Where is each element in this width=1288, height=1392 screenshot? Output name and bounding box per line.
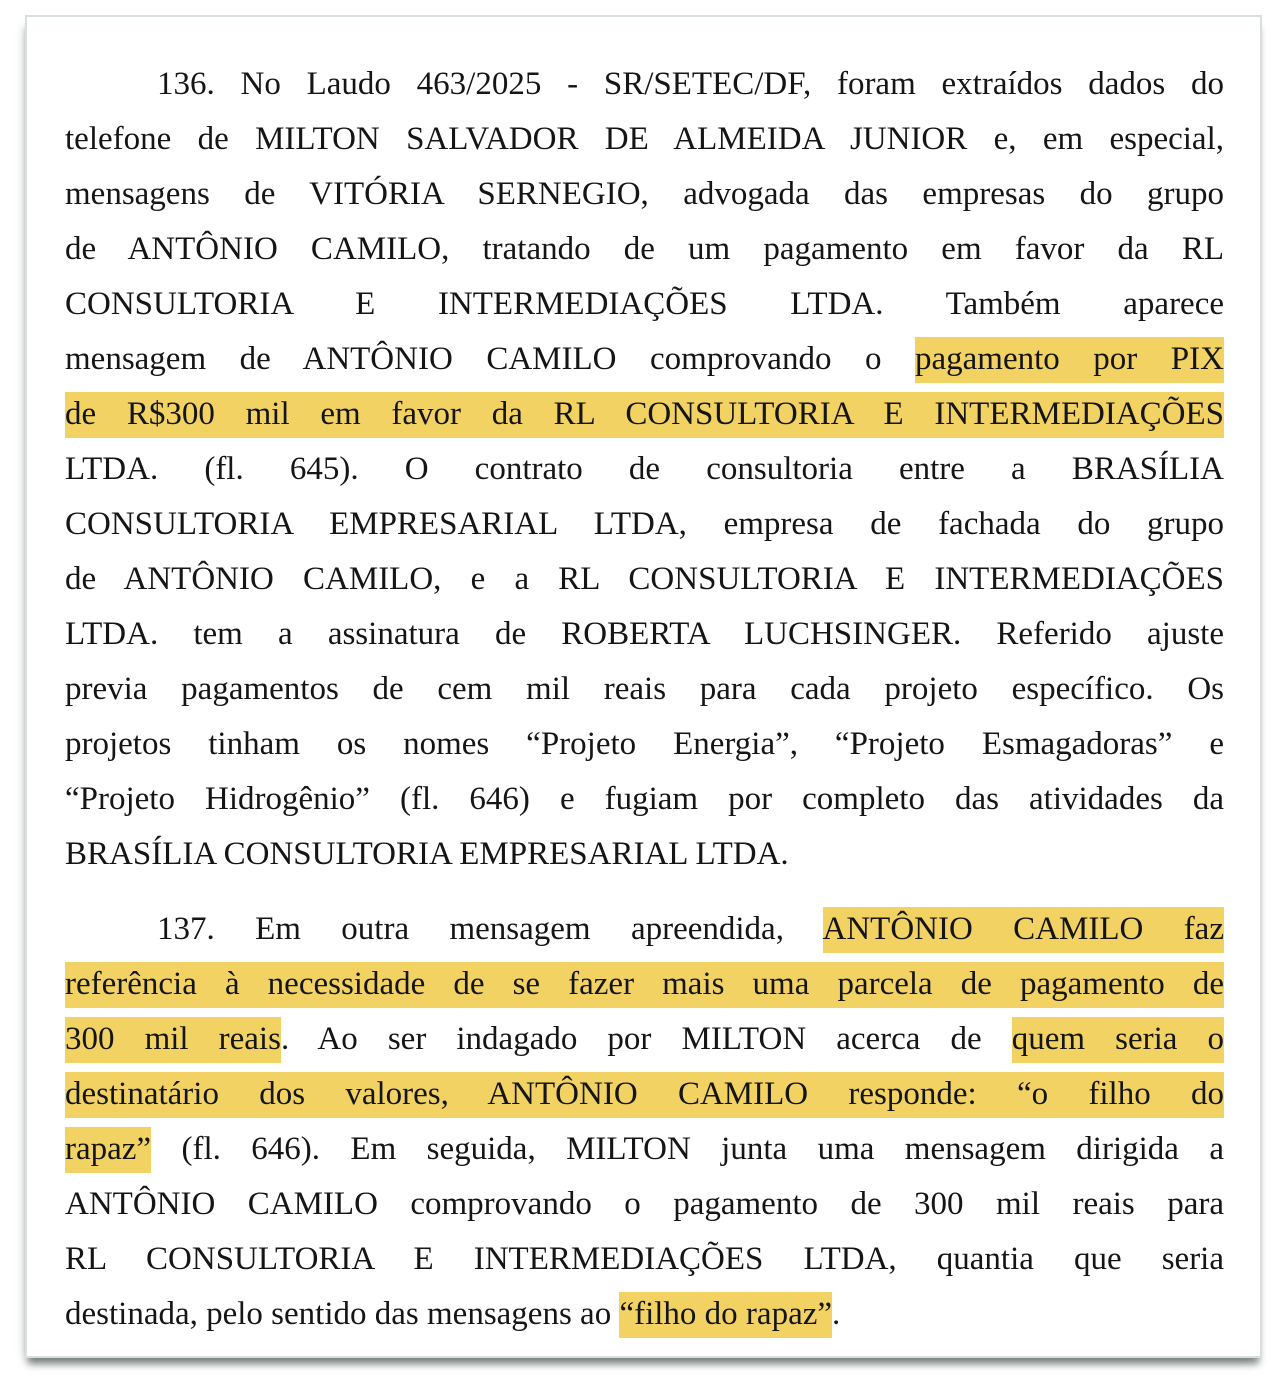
- text-line: [65, 827, 1224, 882]
- text-line: [65, 772, 1224, 827]
- text-line: [65, 112, 1224, 167]
- text-run: . Ao ser indagado por MILTON acerca de: [280, 1021, 1012, 1057]
- text-line: [65, 662, 1224, 717]
- highlighted-text: 300 mil reais: [65, 1017, 281, 1063]
- text-line: [65, 957, 1224, 1012]
- text-line: [65, 277, 1224, 332]
- highlighted-text: referência à necessidade de se fazer mais uma parcela de pagamento de: [65, 962, 1224, 1008]
- highlighted-text: “filho do rapaz”: [619, 1292, 832, 1338]
- text-run: telefone de MILTON SALVADOR DE ALMEIDA JUNIOR e, em especial,: [65, 121, 1224, 157]
- text-line: [65, 167, 1224, 222]
- document-content: [65, 57, 1224, 1342]
- text-line: [65, 1067, 1224, 1122]
- text-line: [65, 387, 1224, 442]
- highlighted-text: rapaz”: [65, 1127, 151, 1173]
- text-line: [65, 1122, 1224, 1177]
- highlighted-text: pagamento por PIX: [915, 337, 1224, 383]
- paragraph: [65, 57, 1224, 882]
- text-run: de ANTÔNIO CAMILO, e a RL CONSULTORIA E INTERMEDIAÇÕES: [65, 561, 1224, 597]
- highlighted-text: quem seria o: [1012, 1017, 1224, 1063]
- text-line: [65, 442, 1224, 497]
- text-line: [65, 222, 1224, 277]
- text-line: [65, 717, 1224, 772]
- highlighted-text: ANTÔNIO CAMILO faz: [823, 907, 1224, 953]
- paragraph: [65, 902, 1224, 1342]
- text-run: (fl. 646). Em seguida, MILTON junta uma mensagem dirigida a: [151, 1131, 1224, 1167]
- text-run: mensagem de ANTÔNIO CAMILO comprovando o: [65, 341, 915, 377]
- highlighted-text: de R$300 mil em favor da RL CONSULTORIA E INTERMEDIAÇÕES: [65, 392, 1224, 438]
- text-line: [65, 1177, 1224, 1232]
- text-line: [65, 497, 1224, 552]
- text-run: CONSULTORIA E INTERMEDIAÇÕES LTDA. Também aparece: [65, 286, 1224, 322]
- text-line: [65, 1287, 1224, 1342]
- document-page: [25, 15, 1262, 1358]
- text-run: destinada, pelo sentido das mensagens ao: [65, 1296, 620, 1332]
- highlighted-text: destinatário dos valores, ANTÔNIO CAMILO responde: “o filho do: [65, 1072, 1224, 1118]
- text-run: .: [832, 1296, 841, 1332]
- text-run: RL CONSULTORIA E INTERMEDIAÇÕES LTDA, quantia que seria: [65, 1241, 1224, 1277]
- text-line: [65, 1012, 1224, 1067]
- text-line: [65, 57, 1224, 112]
- text-run: projetos tinham os nomes “Projeto Energia”, “Projeto Esmagadoras” e: [65, 726, 1224, 762]
- text-line: [65, 332, 1224, 387]
- text-run: CONSULTORIA EMPRESARIAL LTDA, empresa de fachada do grupo: [65, 506, 1224, 542]
- text-run: BRASÍLIA CONSULTORIA EMPRESARIAL LTDA.: [65, 836, 789, 872]
- text-run: LTDA. (fl. 645). O contrato de consultoria entre a BRASÍLIA: [65, 451, 1224, 487]
- text-run: 137. Em outra mensagem apreendida,: [157, 911, 823, 947]
- text-line: [65, 552, 1224, 607]
- text-run: 136. No Laudo 463/2025 - SR/SETEC/DF, foram extraídos dados do: [157, 66, 1224, 102]
- text-run: mensagens de VITÓRIA SERNEGIO, advogada das empresas do grupo: [65, 176, 1224, 212]
- text-run: de ANTÔNIO CAMILO, tratando de um pagamento em favor da RL: [65, 231, 1224, 267]
- text-run: previa pagamentos de cem mil reais para cada projeto específico. Os: [65, 671, 1224, 707]
- text-run: LTDA. tem a assinatura de ROBERTA LUCHSINGER. Referido ajuste: [65, 616, 1224, 652]
- text-run: ANTÔNIO CAMILO comprovando o pagamento de 300 mil reais para: [65, 1186, 1224, 1222]
- text-line: [65, 1232, 1224, 1287]
- text-line: [65, 607, 1224, 662]
- text-run: “Projeto Hidrogênio” (fl. 646) e fugiam por completo das atividades da: [65, 781, 1224, 817]
- text-line: [65, 902, 1224, 957]
